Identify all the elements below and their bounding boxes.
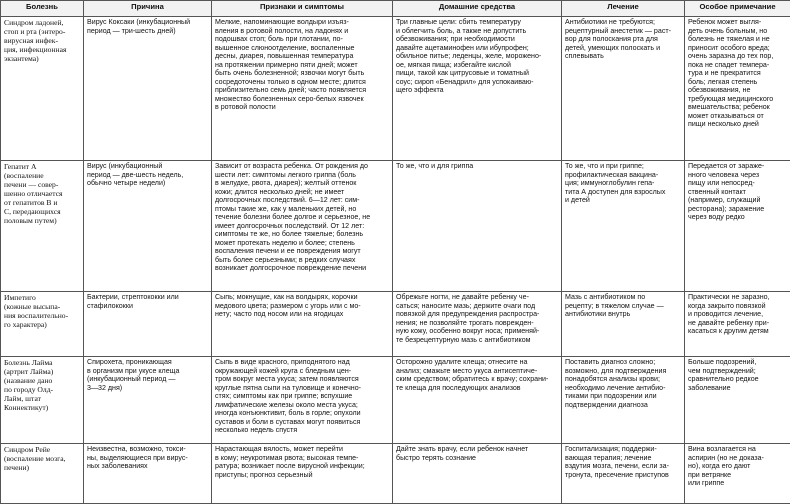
cell-text-line: То же, что и для гриппа <box>396 162 558 171</box>
cell-text-line: (кожные высыпа- <box>4 302 80 311</box>
cell-text-line: стях; симптомы как при гриппе; вспухшие <box>215 392 389 401</box>
cell-text-line: вирусная инфек- <box>4 36 80 45</box>
home-remedies-cell <box>393 357 562 444</box>
cell-text-line: когда закрыто повязкой <box>688 302 787 311</box>
cell-text-line: ную кожу, особенно вокруг носа; применяй- <box>396 327 558 336</box>
cell-text-line: имеет долгосрочных последствий. От 12 лет: <box>215 222 389 231</box>
cell-text-line: ция; иммуноглобулин гепа- <box>565 179 681 188</box>
cell-text-line: вающая терапия; лечение <box>565 454 681 463</box>
cell-text-line: быстро терять сознание <box>396 454 558 463</box>
cell-text-line: ния воспалительно- <box>4 311 80 320</box>
cell-text-line: период — три-шесть дней) <box>87 27 208 36</box>
cell-text-line: Болезнь Лайма <box>4 358 80 367</box>
cell-text-line: сосредоточены только в одном месте; длится <box>215 78 389 87</box>
cell-text-line: аспирин (но не доказа- <box>688 454 787 463</box>
cell-text-line: Больше подозрений, <box>688 358 787 367</box>
table-row <box>1 444 790 504</box>
cell-text-line: шенно отличается <box>4 189 80 198</box>
cell-text-line: и проводится лечение, <box>688 310 787 319</box>
cell-text-line: в организм при укусе клеща <box>87 367 208 376</box>
header-disease: Болезнь <box>1 1 84 17</box>
cell-text-line: печени — совер- <box>4 180 80 189</box>
cell-text-line: суставов и боли в суставах могут появиться <box>215 418 389 427</box>
cell-text-line: обезвоживания; при необходимости <box>396 35 558 44</box>
home-remedies-cell <box>393 444 562 504</box>
cell-text-line: стафилококки <box>87 302 208 311</box>
cell-text-line: Импетиго <box>4 293 80 302</box>
cell-text-line: Сыпь; мокнущие, как на волдырях, корочки <box>215 293 389 302</box>
table-row <box>1 292 790 357</box>
cell-text-line: 3—32 дня) <box>87 384 208 393</box>
cell-text-line: сплевывать <box>565 52 681 61</box>
cell-text-line: саться; наносите мазь; держите очаги под <box>396 302 558 311</box>
cell-text-line: болезнь не тяжелая и не <box>688 35 787 44</box>
cell-text-line: Синдром ладоней, <box>4 18 80 27</box>
cell-text-line: быть очень болезненной; язвочки могут быть <box>215 69 389 78</box>
cell-text-line: круглые пятна сыпи на туловище и конечно- <box>215 384 389 393</box>
cell-text-line: в желудке, рвота, диарея); желтый оттенок <box>215 179 389 188</box>
cell-text-line: ственный контакт <box>688 188 787 197</box>
cell-text-line: Лайм, штат <box>4 394 80 403</box>
cell-text-line: Спирохета, проникающая <box>87 358 208 367</box>
special-note-cell <box>685 17 790 161</box>
cell-text-line: печени) <box>4 463 80 472</box>
cell-text-line: детей, умеющих полоскать и <box>565 44 681 53</box>
cell-text-line: подтверждении диагноза <box>565 401 681 410</box>
cell-text-line: быть более серьезными; в редких случаях <box>215 256 389 265</box>
table-row <box>1 161 790 292</box>
cell-text-line: деть очень больным, но <box>688 27 787 36</box>
cell-text-line: Гепатит А <box>4 162 80 171</box>
home-remedies-cell <box>393 161 562 292</box>
cell-text-line: Вирус Коксаки (инкубационный <box>87 18 208 27</box>
cell-text-line: Практически не заразно, <box>688 293 787 302</box>
cell-text-line: в кому; неукротимая рвота; высокая темпе- <box>215 454 389 463</box>
treatment-cell <box>562 357 685 444</box>
cell-text-line: те безрецептурную мазь с антибиотиком <box>396 336 558 345</box>
cell-text-line: пищу или непосред- <box>688 179 787 188</box>
cell-text-line: вмешательства; ребенок <box>688 103 787 112</box>
cell-text-line: Ребенок может выгля- <box>688 18 787 27</box>
cell-text-line: в ротовой полости <box>215 103 389 112</box>
home-remedies-cell <box>393 292 562 357</box>
cell-text-line: соус; сироп «Бенадрил» для успокаиваю- <box>396 78 558 87</box>
cell-text-line: от гепатитов В и <box>4 198 80 207</box>
cell-text-line: не давайте ребенку при- <box>688 319 787 328</box>
treatment-cell <box>562 161 685 292</box>
cell-text-line: половым путем) <box>4 216 80 225</box>
cell-text-line: Три главные цели: сбить температуру <box>396 18 558 27</box>
cell-text-line: множество болезненных серо-белых язвочек <box>215 95 389 104</box>
cell-text-line: пищи несколько дней <box>688 120 787 129</box>
cell-text-line: Синдром Рейе <box>4 445 80 454</box>
cell-text-line: Дайте знать врачу, если ребенок начнет <box>396 445 558 454</box>
treatment-cell <box>562 444 685 504</box>
cell-text-line: ны, выделяющиеся при вирус- <box>87 454 208 463</box>
cause-cell <box>84 161 212 292</box>
cell-text-line: Мелкие, напоминающие волдыри изъяз- <box>215 18 389 27</box>
cell-text-line: То же, что и при гриппе; <box>565 162 681 171</box>
cell-text-line: (артрит Лайма) <box>4 367 80 376</box>
cell-text-line: ским средством; обратитесь к врачу; сохрани- <box>396 375 558 384</box>
cell-text-line: или гриппе <box>688 479 787 488</box>
cell-text-line: лимфатические железы около места укуса; <box>215 401 389 410</box>
cell-text-line: боль; легкая степень <box>688 78 787 87</box>
cell-text-line: Неизвестна, возможно, токси- <box>87 445 208 454</box>
cell-text-line: стоп и рта (энтеро- <box>4 27 80 36</box>
cell-text-line: повязкой для предупреждения распростра- <box>396 310 558 319</box>
cell-text-line: тура и не прекратится <box>688 69 787 78</box>
header-home-remedies: Домашние средства <box>393 1 562 17</box>
cell-text-line: обычно четыре недели) <box>87 179 208 188</box>
cause-cell <box>84 292 212 357</box>
cell-text-line: щего эффекта <box>396 86 558 95</box>
cell-text-line: долгосрочных последствий. 6—12 лет: сим- <box>215 196 389 205</box>
cell-text-line: Коннектикут) <box>4 403 80 412</box>
cell-text-line: тром вокруг места укуса; затем появляются <box>215 375 389 384</box>
cell-text-line: пищи, такой как цитрусовые и томатный <box>396 69 558 78</box>
cell-text-line: ресторана); заражение <box>688 205 787 214</box>
cell-text-line: ция, инфекционная <box>4 45 80 54</box>
symptoms-cell <box>212 357 393 444</box>
disease-cell <box>1 161 84 292</box>
cell-text-line: возможно, для подтверждения <box>565 367 681 376</box>
cell-text-line: медового цвета; размером с угорь или с мо- <box>215 302 389 311</box>
cell-text-line: десны, диарея, повышенная температура <box>215 52 389 61</box>
table-row <box>1 17 790 161</box>
cell-text-line: чем подтверждений; <box>688 367 787 376</box>
special-note-cell <box>685 161 790 292</box>
cell-text-line: иногда конъюнктивит, боль в горле; опухоли <box>215 409 389 418</box>
cell-text-line: тиками при подозрении или <box>565 392 681 401</box>
cell-text-line: (например, служащий <box>688 196 787 205</box>
header-symptoms: Признаки и симптомы <box>212 1 393 17</box>
special-note-cell <box>685 444 790 504</box>
cell-text-line: на протяжении примерно пяти дней; может <box>215 61 389 70</box>
cell-text-line: Передается от зараже- <box>688 162 787 171</box>
cell-text-line: анализ; смажьте место укуса антисептиче- <box>396 367 558 376</box>
cause-cell <box>84 17 212 161</box>
cell-text-line: ратура; возникает после вирусной инфекции; <box>215 462 389 471</box>
cell-text-line: Бактерии, стрептококки или <box>87 293 208 302</box>
home-remedies-cell <box>393 17 562 161</box>
cell-text-line: нету; часто под носом или на ягодицах <box>215 310 389 319</box>
cell-text-line: Сыпь в виде красного, приподнятого над <box>215 358 389 367</box>
disease-cell <box>1 357 84 444</box>
cell-text-line: (название дано <box>4 376 80 385</box>
symptoms-cell <box>212 444 393 504</box>
special-note-cell <box>685 292 790 357</box>
cell-text-line: Вирус (инкубационный <box>87 162 208 171</box>
cell-text-line: Вина возлагается на <box>688 445 787 454</box>
symptoms-cell <box>212 161 393 292</box>
cell-text-line: возникает долгосрочное повреждение печени <box>215 264 389 273</box>
cell-text-line: подошвах стоп; боль при глотании, по- <box>215 35 389 44</box>
cell-text-line: Осторожно удалите клеща; отнесите на <box>396 358 558 367</box>
cell-text-line: и облегчить боль, а также не допустить <box>396 27 558 36</box>
cell-text-line: требующая медицинского <box>688 95 787 104</box>
cell-text-line: Зависит от возраста ребенка. От рождения до <box>215 162 389 171</box>
cell-text-line: шести лет: симптомы легкого гриппа (боль <box>215 171 389 180</box>
symptoms-cell <box>212 17 393 161</box>
disease-cell <box>1 444 84 504</box>
cell-text-line: воспаления печени и ее повреждения могут <box>215 247 389 256</box>
cell-text-line: приступы; прогноз серьезный <box>215 471 389 480</box>
cell-text-line: го характера) <box>4 320 80 329</box>
cell-text-line: птомы такие же, как у маленьких детей, но <box>215 205 389 214</box>
cell-text-line: по городу Олд- <box>4 385 80 394</box>
cell-text-line: заболевание <box>688 384 787 393</box>
cell-text-line: обезвоживания, не <box>688 86 787 95</box>
cell-text-line: вздутия мозга, печени, если за- <box>565 462 681 471</box>
cell-text-line: (инкубационный период — <box>87 375 208 384</box>
cell-text-line: окружающей кожей круга с бледным цен- <box>215 367 389 376</box>
cell-text-line: профилактическая вакцина- <box>565 171 681 180</box>
cell-text-line: и детей <box>565 196 681 205</box>
cell-text-line: давайте ацетаминофен или ибупрофен; <box>396 44 558 53</box>
header-cause: Причина <box>84 1 212 17</box>
cell-text-line: период — две-шесть недель, <box>87 171 208 180</box>
cell-text-line: Поставить диагноз сложно; <box>565 358 681 367</box>
header-treatment: Лечение <box>562 1 685 17</box>
cell-text-line: при ветрянке <box>688 471 787 480</box>
cause-cell <box>84 357 212 444</box>
cell-text-line: несколько недель спустя <box>215 426 389 435</box>
cell-text-line: Мазь с антибиотиком по <box>565 293 681 302</box>
cell-text-line: симптомы те же, но более тяжелые; болезнь <box>215 230 389 239</box>
cell-text-line: ое, мягкая пища; избегайте кислой <box>396 61 558 70</box>
cell-text-line: вор для полоскания рта для <box>565 35 681 44</box>
cell-text-line: приблизительно семь дней; часто появляется <box>215 86 389 95</box>
cell-text-line: тронута, пресечение приступов <box>565 471 681 480</box>
disease-cell <box>1 17 84 161</box>
cell-text-line: рецепту; в тяжелом случае — <box>565 302 681 311</box>
cell-text-line: нного человека через <box>688 171 787 180</box>
cell-text-line: те клеща для последующих анализов <box>396 384 558 393</box>
cell-text-line: Нарастающая вялость, может перейти <box>215 445 389 454</box>
symptoms-cell <box>212 292 393 357</box>
cell-text-line: кожи; длится несколько дней; не имеет <box>215 188 389 197</box>
cell-text-line: приносит особого вреда; <box>688 44 787 53</box>
cell-text-line: (воспаление мозга, <box>4 454 80 463</box>
cell-text-line: (воспаление <box>4 171 80 180</box>
cell-text-line: понадобятся анализы крови; <box>565 375 681 384</box>
header-special-note: Особое примечание <box>685 1 790 17</box>
cell-text-line: но), когда его дают <box>688 462 787 471</box>
treatment-cell <box>562 17 685 161</box>
cell-text-line: касаться к другим детям <box>688 327 787 336</box>
cell-text-line: течение болезни более долгое и серьезное, не <box>215 213 389 222</box>
cell-text-line: вышенное слюноотделение, воспаленные <box>215 44 389 53</box>
cell-text-line: ных заболеваниях <box>87 462 208 471</box>
cell-text-line: Антибиотики не требуются; <box>565 18 681 27</box>
cell-text-line: сравнительно редкое <box>688 375 787 384</box>
treatment-cell <box>562 292 685 357</box>
cause-cell <box>84 444 212 504</box>
cell-text-line: экзантема) <box>4 54 80 63</box>
cell-text-line: С, передающихся <box>4 207 80 216</box>
cell-text-line: антибиотики внутрь <box>565 310 681 319</box>
cell-text-line: через воду редко <box>688 213 787 222</box>
table-header-row <box>1 1 790 17</box>
cell-text-line: очень заразна до тех пор, <box>688 52 787 61</box>
special-note-cell <box>685 357 790 444</box>
cell-text-line: тита А доступен для взрослых <box>565 188 681 197</box>
cell-text-line: Госпитализация; поддержи- <box>565 445 681 454</box>
cell-text-line: может отказываться от <box>688 112 787 121</box>
cell-text-line: вления в ротовой полости, на ладонях и <box>215 27 389 36</box>
cell-text-line: Обрежьте ногти, не давайте ребенку че- <box>396 293 558 302</box>
table-row <box>1 357 790 444</box>
cell-text-line: обильное питье; леденцы, желе, морожено- <box>396 52 558 61</box>
cell-text-line: рецептурный анестетик — раст- <box>565 27 681 36</box>
cell-text-line: нения; не позволяйте трогать поврежден- <box>396 319 558 328</box>
cell-text-line: может протекать неделю и более; степень <box>215 239 389 248</box>
disease-cell <box>1 292 84 357</box>
cell-text-line: необходимо лечение антибио- <box>565 384 681 393</box>
cell-text-line: пока не спадет темпера- <box>688 61 787 70</box>
